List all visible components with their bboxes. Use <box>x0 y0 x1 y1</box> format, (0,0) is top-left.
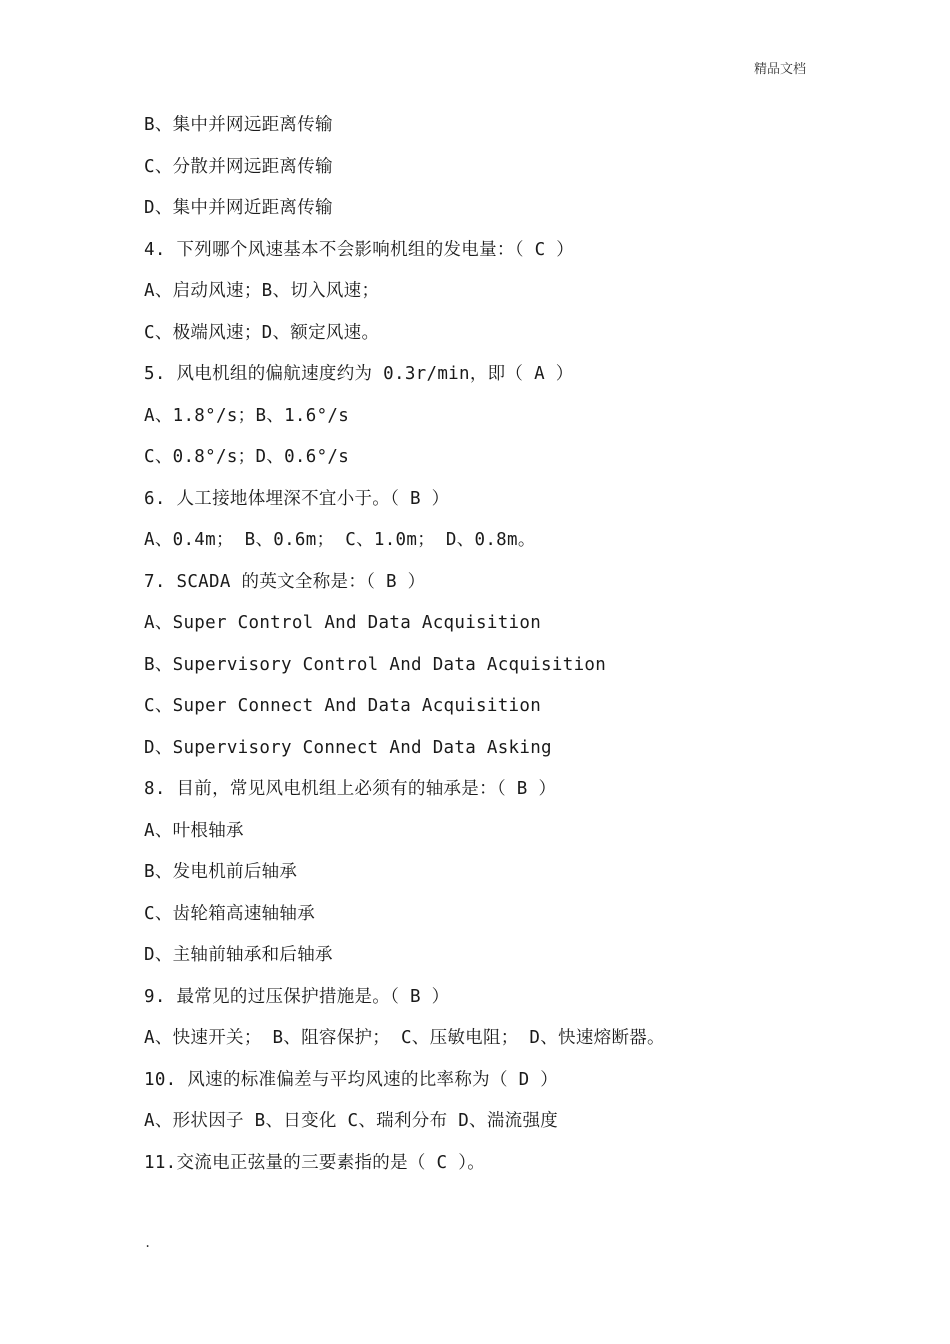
option-line: A、快速开关； B、阻容保护； C、压敏电阻； D、快速熔断器。 <box>144 1028 665 1048</box>
question-line: 10. 风速的标准偏差与平均风速的比率称为（ D ） <box>144 1069 559 1090</box>
option-line: A、形状因子 B、日变化 C、瑞利分布 D、湍流强度 <box>144 1111 559 1131</box>
option-line: D、集中并网近距离传输 <box>144 198 333 218</box>
question-line: 11.交流电正弦量的三要素指的是（ C ）。 <box>144 1152 486 1173</box>
footer-mark: . <box>144 1236 152 1250</box>
option-line: A、启动风速；B、切入风速； <box>144 281 380 301</box>
question-line: 8. 目前，常见风电机组上必须有的轴承是：（ B ） <box>144 779 557 799</box>
question-line: 4. 下列哪个风速基本不会影响机组的发电量：（ C ） <box>144 239 575 260</box>
question-line: 9. 最常见的过压保护措施是。（ B ） <box>144 986 450 1007</box>
option-line: C、极端风速；D、额定风速。 <box>144 322 380 343</box>
header-tag: 精品文档 <box>753 62 806 77</box>
option-line: B、Supervisory Control And Data Acquisition <box>144 654 607 675</box>
option-line: A、1.8°/s；B、1.6°/s <box>144 405 350 426</box>
option-line: A、0.4m； B、0.6m； C、1.0m； D、0.8m。 <box>144 530 536 550</box>
question-line: 7. SCADA 的英文全称是：（ B ） <box>144 571 426 592</box>
option-line: C、0.8°/s；D、0.6°/s <box>144 447 350 467</box>
option-line: C、分散并网远距离传输 <box>144 156 333 177</box>
option-line: B、发电机前后轴承 <box>144 862 298 882</box>
question-line: 6. 人工接地体埋深不宜小于。（ B ） <box>144 488 450 509</box>
option-line: B、集中并网远距离传输 <box>144 115 333 135</box>
option-line: C、齿轮箱高速轴轴承 <box>144 903 316 924</box>
option-line: D、主轴前轴承和后轴承 <box>144 945 333 965</box>
option-line: A、Super Control And Data Acquisition <box>144 613 542 633</box>
question-list <box>144 111 824 1190</box>
option-line: A、叶根轴承 <box>144 820 244 841</box>
option-line: C、Super Connect And Data Acquisition <box>144 696 542 716</box>
option-line: D、Supervisory Connect And Data Asking <box>144 737 552 758</box>
question-line: 5. 风电机组的偏航速度约为 0.3r/min，即（ A ） <box>144 364 574 384</box>
